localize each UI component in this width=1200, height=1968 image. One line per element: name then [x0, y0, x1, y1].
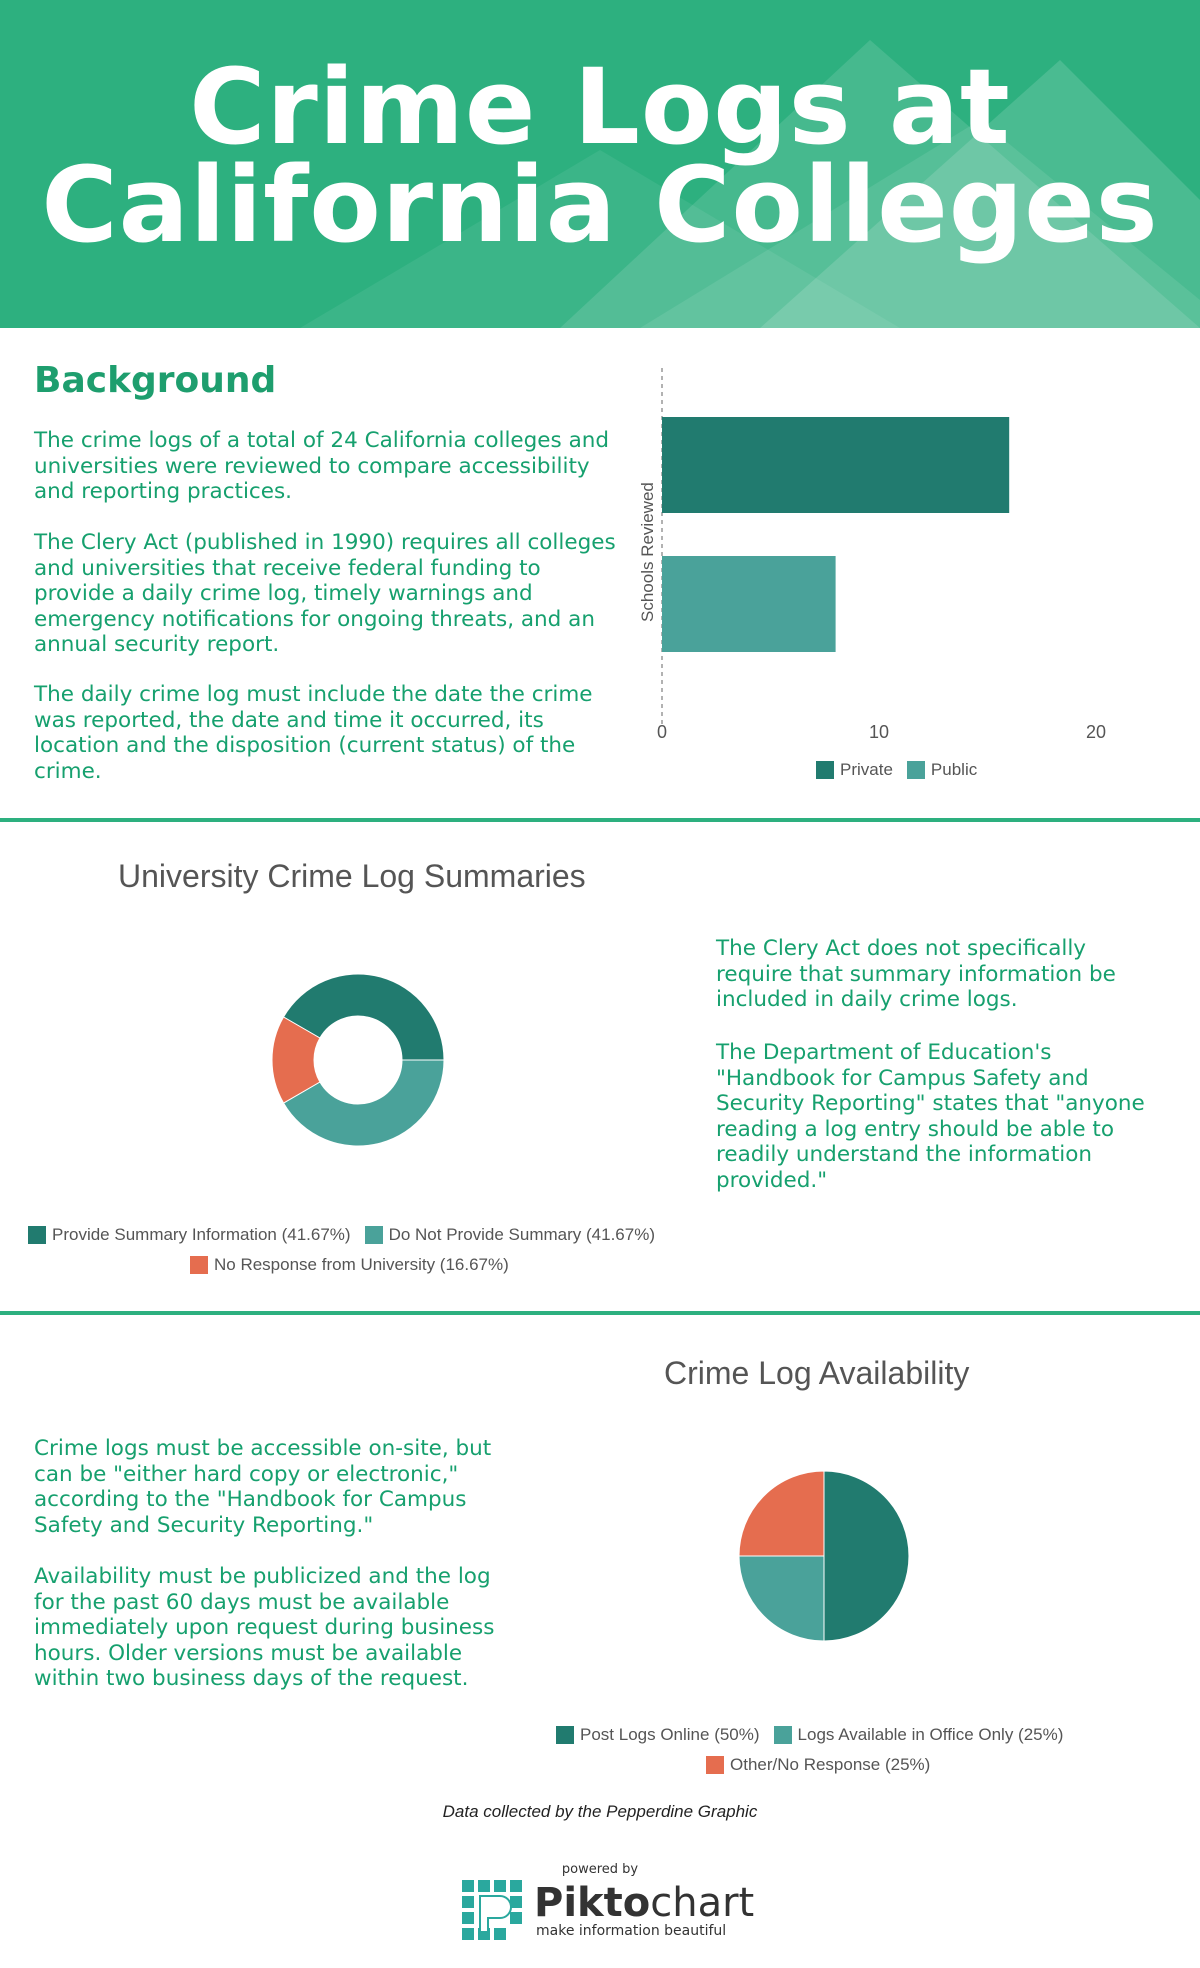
y-axis-label: Schools Reviewed — [638, 482, 657, 622]
legend-swatch-do-not-provide — [365, 1226, 383, 1244]
pie-legend-row1 — [556, 1725, 1063, 1745]
pie-legend-row2 — [706, 1755, 930, 1775]
availability-chart-title: Crime Log Availability — [664, 1355, 970, 1391]
page-title-line2: California Colleges — [41, 144, 1159, 266]
availability-paragraph-2: Availability must be publicized and the log for the past 60 days must be available immediately upon request during business hours. Older versions must be available within two business days of the request. — [34, 1564, 495, 1691]
bar-public — [662, 556, 836, 652]
section-divider — [0, 1311, 1200, 1315]
summaries-paragraph-1: The Clery Act does not specifically require that summary information be included in daily crime logs. — [716, 936, 1116, 1012]
schools-reviewed-bar-chart — [590, 360, 1150, 760]
legend-label-no-response: No Response from University (16.67%) — [214, 1255, 509, 1274]
background-paragraph-2: The Clery Act (published in 1990) requires all colleges and universities that receive federal funding to provide a daily crime log, timely warnings and emergency notifications for ongoing threats, and an annual security report. — [34, 530, 616, 657]
legend-label-public: Public — [930, 760, 978, 779]
pie-slice-1 — [739, 1556, 824, 1641]
x-tick-label: 10 — [868, 722, 890, 742]
availability-paragraph-1: Crime logs must be accessible on-site, but can be "either hard copy or electronic," according to the "Handbook for Campus Safety and Security Reporting." — [34, 1436, 492, 1538]
legend-swatch-private — [816, 761, 834, 779]
legend-label-provide: Provide Summary Information (41.67%) — [52, 1225, 351, 1244]
legend-swatch-no-response — [190, 1256, 208, 1274]
bar-private — [662, 417, 1009, 513]
legend-swatch-provide — [28, 1226, 46, 1244]
legend-swatch-public — [907, 761, 925, 779]
brand-tagline: make information beautiful — [536, 1923, 727, 1939]
availability-pie-chart — [736, 1468, 912, 1644]
legend-label-other: Other/No Response (25%) — [730, 1755, 931, 1774]
summaries-chart-title: University Crime Log Summaries — [118, 858, 586, 894]
powered-by-label: powered by — [561, 1862, 639, 1877]
donut-legend-row1 — [28, 1225, 655, 1245]
legend-label-post-online: Post Logs Online (50%) — [580, 1725, 760, 1744]
data-source-note: Data collected by the Pepperdine Graphic — [442, 1802, 758, 1821]
legend-label-private: Private — [840, 760, 893, 779]
page-title-line1: Crime Logs at — [189, 46, 1011, 168]
legend-label-do-not-provide: Do Not Provide Summary (41.67%) — [388, 1225, 655, 1244]
background-paragraph-3: The daily crime log must include the date the crime was reported, the date and time it occurred, its location and the disposition (current status) of the crime. — [34, 682, 593, 784]
donut-legend-row2 — [190, 1255, 509, 1275]
header-banner — [0, 0, 1200, 328]
piktochart-logo[interactable] — [462, 1880, 754, 1942]
piktochart-logo-icon — [462, 1880, 524, 1942]
bar-chart-legend — [816, 760, 977, 780]
legend-swatch-other — [706, 1756, 724, 1774]
legend-swatch-office-only — [774, 1726, 792, 1744]
pie-slice-0 — [824, 1471, 909, 1641]
summaries-paragraph-2: The Department of Education's "Handbook for Campus Safety and Security Reporting" states that "anyone reading a log entry should be able to readily understand the information provided." — [716, 1040, 1145, 1193]
pie-slice-2 — [739, 1471, 824, 1556]
x-tick-label: 0 — [656, 722, 668, 742]
legend-label-office-only: Logs Available in Office Only (25%) — [797, 1725, 1064, 1744]
brand-name: Piktochart — [534, 1880, 755, 1926]
legend-swatch-post-online — [556, 1726, 574, 1744]
background-heading: Background — [34, 360, 277, 401]
x-tick-label: 20 — [1085, 722, 1107, 742]
background-paragraph-1: The crime logs of a total of 24 California colleges and universities were reviewed to compare accessibility and reporting practices. — [34, 428, 610, 504]
section-divider — [0, 818, 1200, 822]
summaries-donut-chart — [252, 954, 464, 1166]
